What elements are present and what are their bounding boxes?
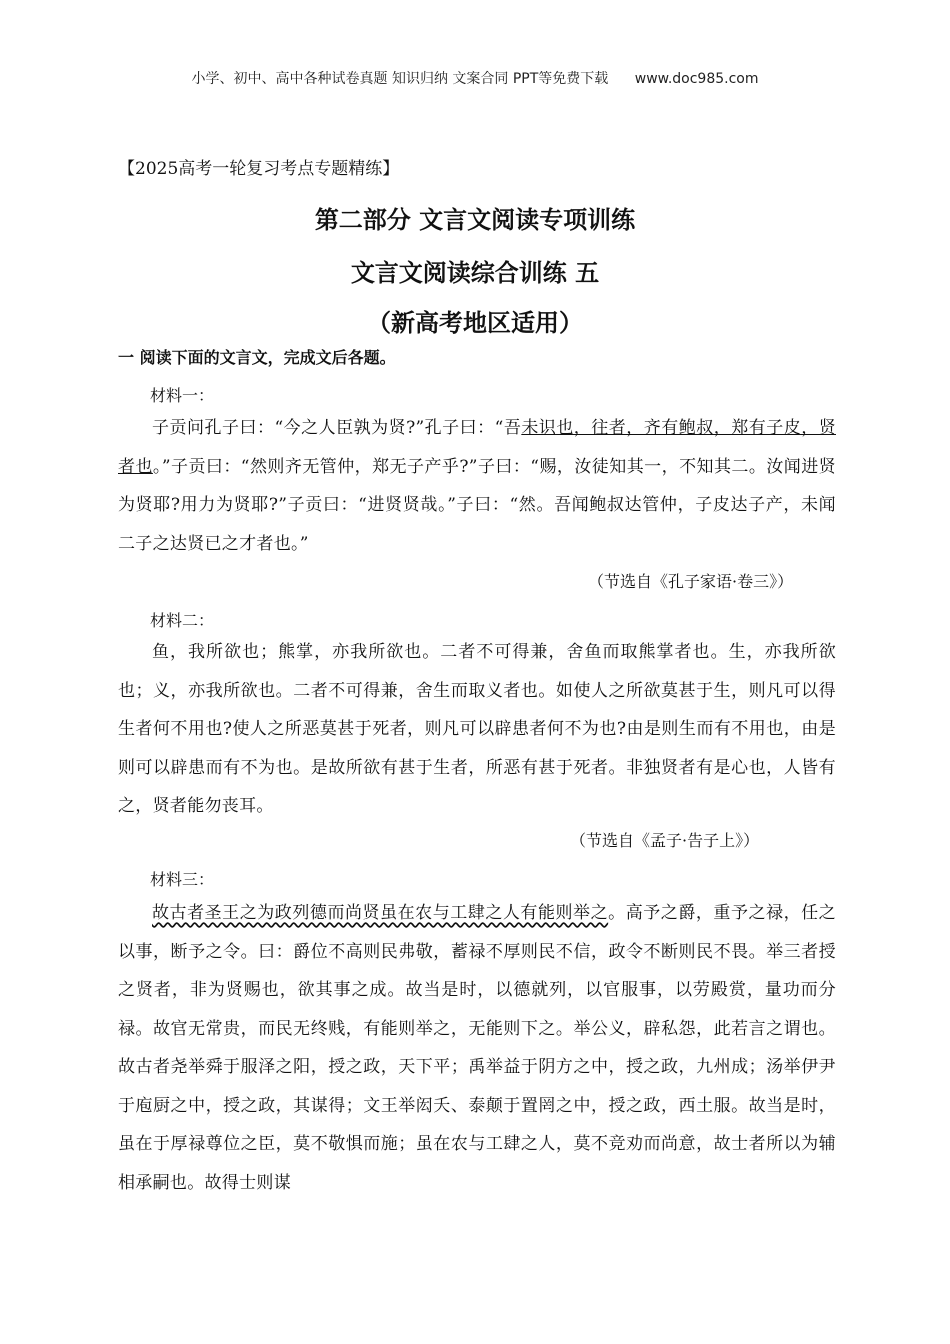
page-header bbox=[0, 68, 950, 88]
material-3-text bbox=[118, 894, 836, 1204]
wavy-underlined-sentence: 故古者圣王之为政列德而尚贤虽在农与工肆之人有能则举之 bbox=[152, 903, 609, 923]
region-subtitle: （新高考地区适用） bbox=[367, 309, 583, 337]
material-2-text: 鱼，我所欲也；熊掌，亦我所欲也。二者不可得兼，舍鱼而取熊掌者也。生，亦我所欲也；义，亦我所欲也。二者不可得兼，舍生而取义者也。如使人之所欲莫甚于生，则凡可以得生者何不用也?使人之所恶莫甚于死者，则凡可以辟患者何不为也?由是则生而有不用也，由是则可以辟患而有不为也。是故所欲有甚于生者，所恶有甚于死者。非独贤者有是心也，人皆有之，贤者能勿丧耳。 bbox=[118, 642, 836, 816]
question-heading: 一 阅读下面的文言文，完成文后各题。 bbox=[118, 348, 396, 367]
material-1-text-b: 。”子贡曰：“然则齐无管仲，郑无子产乎?”子曰：“赐，汝徒知其一，不知其二。汝闻进贤为贤耶?用力为贤耶?”子贡曰：“进贤贤哉。”子曰：“然。吾闻鲍叔达管仲，子皮达子产，未闻二子之达贤已之才者也。” bbox=[118, 456, 836, 554]
material-1-text-a: 子贡问孔子曰：“今之人臣孰为贤?”孔子曰：“吾 bbox=[152, 418, 522, 438]
material-1-source: （节选自《孔子家语·卷三》） bbox=[588, 572, 794, 591]
material-3-label: 材料三： bbox=[150, 870, 215, 889]
material-2-source: （节选自《孟子·告子上》） bbox=[570, 831, 760, 850]
material-2-label: 材料二： bbox=[150, 611, 215, 630]
material-1-label: 材料一： bbox=[150, 386, 215, 405]
part-title: 第二部分 文言文阅读专项训练 bbox=[314, 206, 636, 234]
underlined-phrase: 未识也，往者，齐有鲍叔，郑有子皮，贤者也 bbox=[118, 418, 836, 477]
material-1-text bbox=[118, 409, 836, 563]
exam-tag: 【2025高考一轮复习考点专题精练】 bbox=[118, 159, 400, 179]
exercise-title: 文言文阅读综合训练 五 bbox=[350, 259, 600, 287]
header-url[interactable]: www.doc985.com bbox=[634, 71, 759, 87]
material-3-text-rest: 。高予之爵，重予之禄，任之以事，断予之令。曰：爵位不高则民弗敬，蓄禄不厚则民不信，政令不断则民不畏。举三者授之贤者，非为贤赐也，欲其事之成。故当是时，以德就列，以官服事，以劳殿赏，量功而分禄。故官无常贵，而民无终贱，有能则举之，无能则下之。举公义，辟私怨，此若言之谓也。故古者尧举舜于服泽之阳，授之政，天下平；禹举益于阴方之中，授之政，九州成；汤举伊尹于庖厨之中，授之政，其谋得；文王举闳夭、泰颠于置罔之中，授之政，西土服。故当是时，虽在于厚禄尊位之臣，莫不敬惧而施；虽在农与工肆之人，莫不竞劝而尚意，故士者所以为辅相承嗣也。故得士则谋 bbox=[118, 903, 836, 1193]
header-text: 小学、初中、高中各种试卷真题 知识归纳 文案合同 PPT等免费下载 bbox=[191, 71, 609, 87]
